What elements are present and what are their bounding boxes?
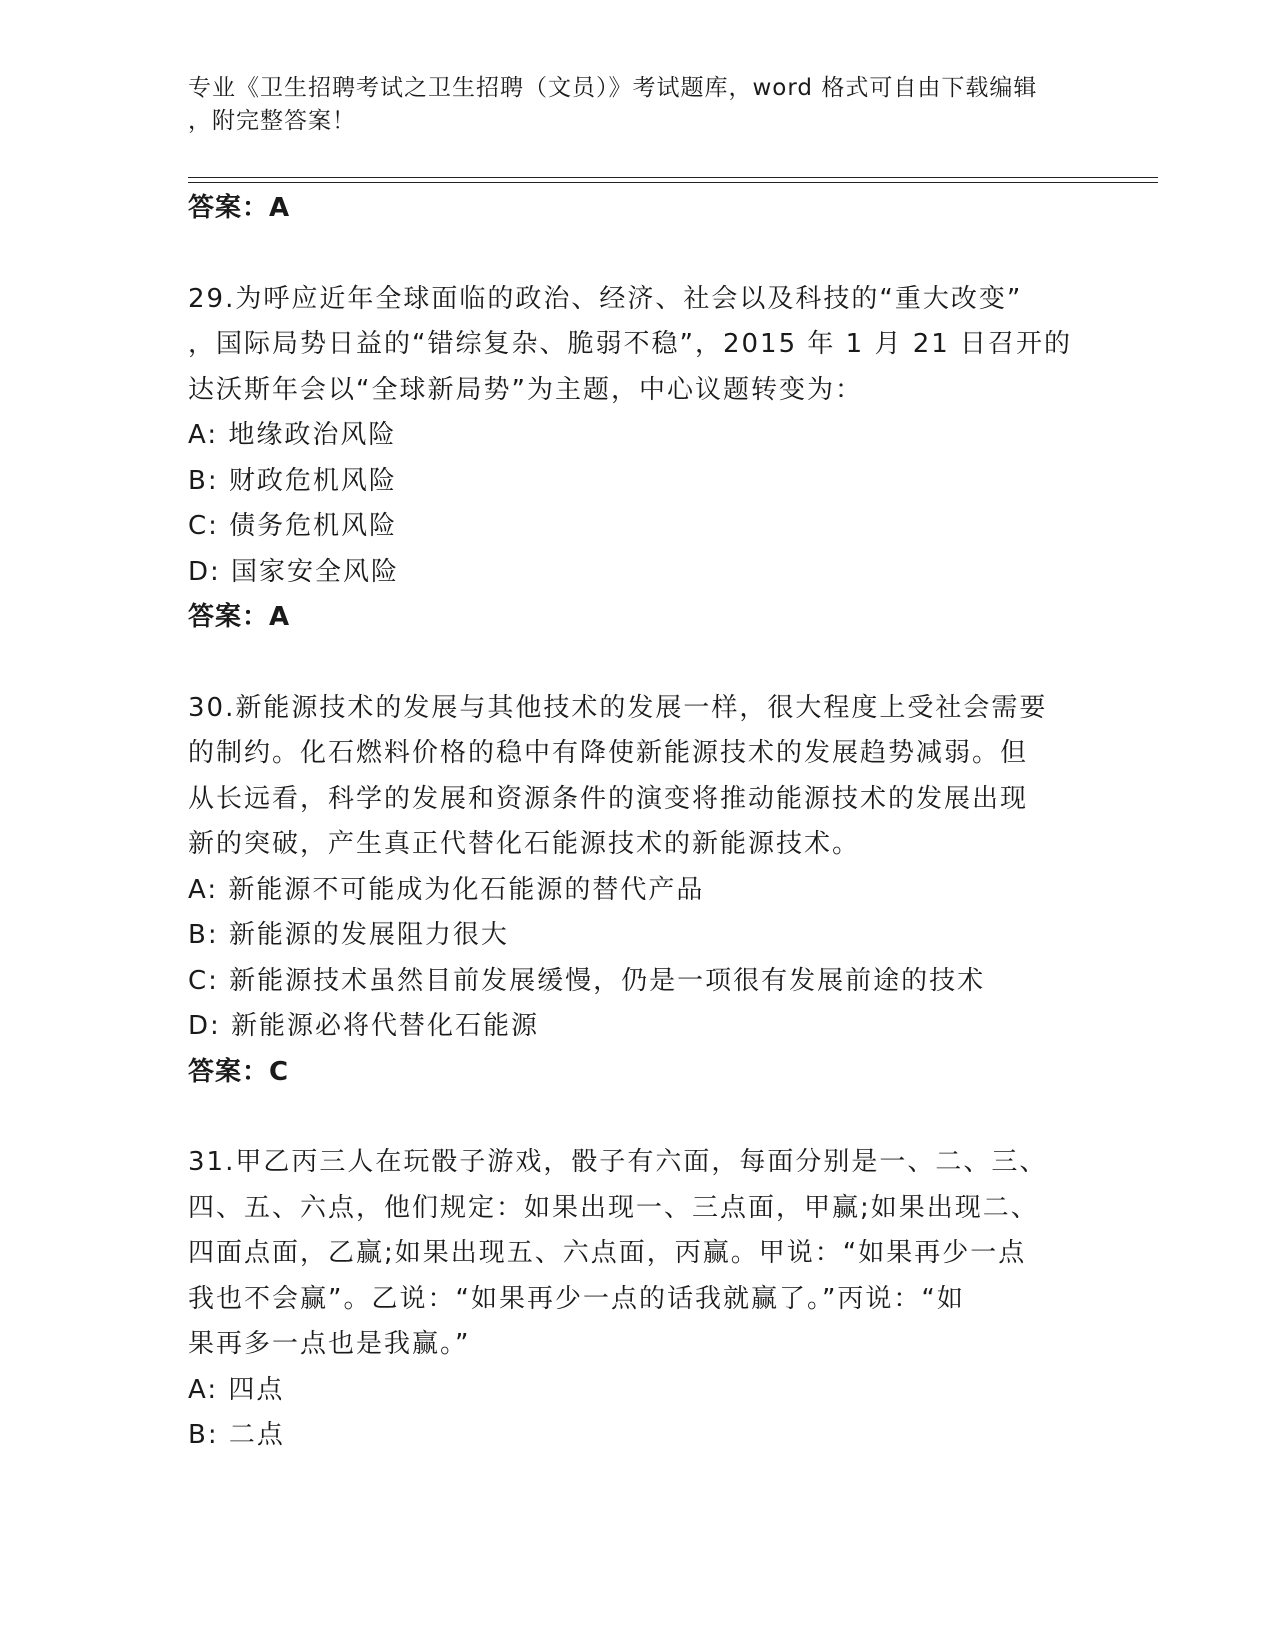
option-c: C: 新能源技术虽然目前发展缓慢，仍是一项很有发展前途的技术 [188,965,986,996]
option-b: B: 二点 [188,1420,285,1450]
question-stem-line: 从长远看，科学的发展和资源条件的演变将推动能源技术的发展出现 [188,783,1029,814]
question-stem-line: 达沃斯年会以“全球新局势”为主题，中心议题转变为： [188,374,863,405]
question-stem-line: 的制约。化石燃料价格的稳中有降使新能源技术的发展趋势减弱。但 [188,738,1029,768]
option-a: A: 新能源不可能成为化石能源的替代产品 [188,874,705,905]
option-d: D: 新能源必将代替化石能源 [188,1011,540,1041]
spacer [188,641,1108,686]
answer-line: 答案：C [188,1056,290,1087]
header-line: 专业《卫生招聘考试之卫生招聘（文员）》考试题库，word 格式可自由下载编辑 [188,75,1038,101]
question-stem-line: 新的突破，产生真正代替化石能源技术的新能源技术。 [188,829,861,859]
option-a: A: 四点 [188,1374,285,1405]
page-header [188,72,1088,138]
header-divider [188,177,1158,178]
option-b: B: 财政危机风险 [188,465,397,496]
option-d: D: 国家安全风险 [188,556,400,587]
question-stem-line: 31.甲乙丙三人在玩骰子游戏，骰子有六面，每面分别是一、二、三、 [188,1147,1048,1177]
header-line: ，附完整答案！ [188,108,356,134]
question-stem-line: ，国际局势日益的“错综复杂、脆弱不稳”，2015 年 1 月 21 日召开的 [188,329,1073,359]
question-stem-line: 四、五、六点，他们规定：如果出现一、三点面，甲赢;如果出现二、 [188,1192,1039,1223]
question-stem-line: 29.为呼应近年全球面临的政治、经济、社会以及科技的“重大改变” [188,283,1023,314]
question-content [188,186,1108,1459]
header-divider [188,182,1158,183]
option-a: A: 地缘政治风险 [188,420,397,450]
option-b: B: 新能源的发展阻力很大 [188,920,509,950]
option-c: C: 债务危机风险 [188,511,398,541]
question-stem-line: 果再多一点也是我赢。” [188,1329,471,1359]
question-stem-line: 我也不会赢”。乙说：“如果再少一点的话我就赢了。”丙说：“如 [188,1283,965,1314]
question-block [188,1140,1108,1459]
answer-line: 答案：A [188,602,291,632]
question-block [188,277,1108,641]
question-stem-line: 30.新能源技术的发展与其他技术的发展一样，很大程度上受社会需要 [188,692,1048,723]
spacer [188,1095,1108,1140]
spacer [188,232,1108,277]
question-stem-line: 四面点面，乙赢;如果出现五、六点面，丙赢。甲说：“如果再少一点 [188,1238,1027,1268]
question-block [188,686,1108,1096]
answer-line: 答案：A [188,193,291,223]
